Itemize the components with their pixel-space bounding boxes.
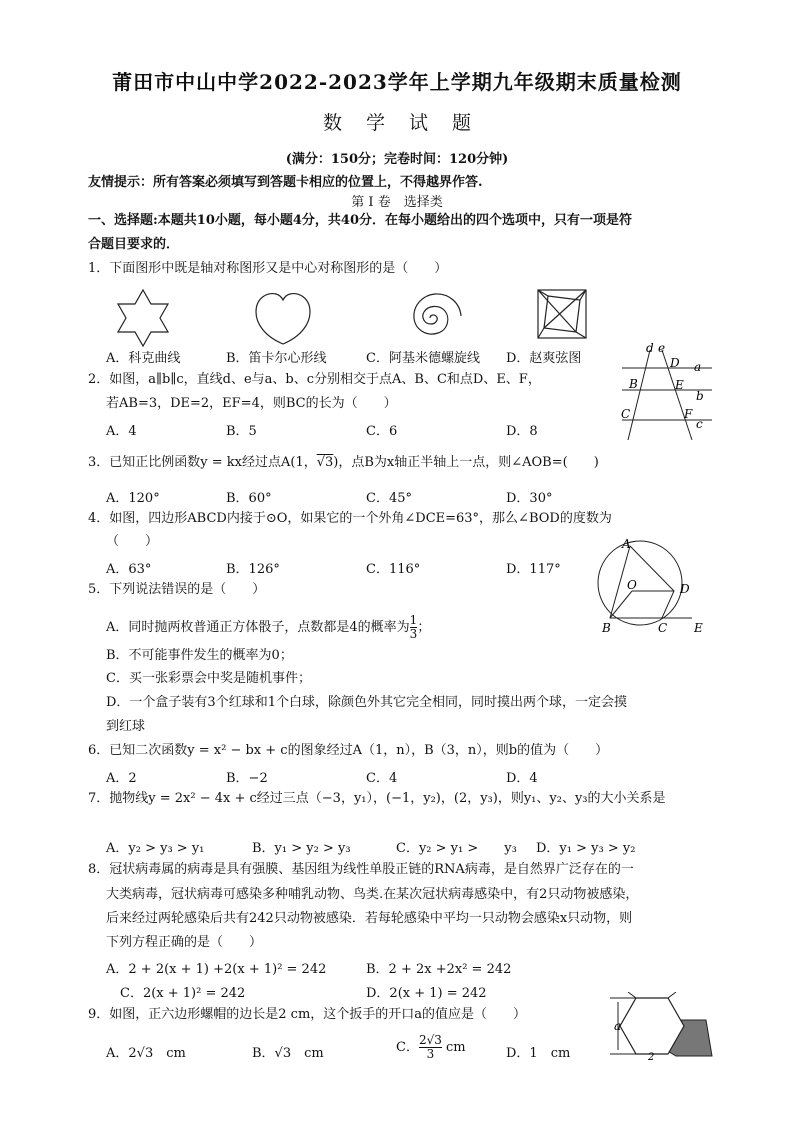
q8-option-a: A．2 + 2(x + 1) +2(x + 1)² = 242	[106, 962, 327, 977]
q2-label-d: d	[646, 341, 654, 355]
q6-option-a: A．2	[106, 771, 137, 786]
section-heading-line2: 合题目要求的．	[88, 237, 180, 252]
q9-label-a: a	[614, 1019, 622, 1033]
q4-label-O: O	[627, 578, 637, 592]
q9-fraction-numerator: 2√3	[418, 1033, 442, 1047]
q6-option-d: D．4	[506, 771, 538, 786]
q2-option-c: C．6	[366, 424, 398, 439]
q7-option-b: B．y₁ > y₂ > y₃	[252, 841, 351, 856]
q1-option-c: C．阿基米德螺旋线	[366, 351, 480, 366]
q2-label-F: F	[684, 407, 693, 421]
q9-fraction-denominator: 3	[426, 1047, 435, 1061]
q2-label-b: b	[696, 389, 704, 403]
q6-stem: 6．已知二次函数y = x² − bx + c的图象经过A（1，n），B（3，n），则b的值为（ ）	[88, 743, 609, 758]
q9-stem: 9．如图，正六边形螺帽的边长是2 cm，这个扳手的开口a的值应是（ ）	[88, 1007, 527, 1022]
q5-option-a	[106, 614, 430, 641]
q9-wrench-nut-figure	[606, 992, 718, 1066]
q4-stem-line2: （ ）	[106, 534, 159, 549]
q9-option-c-unit: cm	[441, 1040, 466, 1055]
q1-option-a: A．科克曲线	[106, 351, 181, 366]
subject-title: 数学试题	[322, 112, 495, 134]
q5-option-c: C．买一张彩票会中奖是随机事件；	[106, 671, 311, 686]
q8-option-c: C．2(x + 1)² = 242	[120, 986, 246, 1001]
q2-parallel-lines-figure	[612, 340, 722, 444]
q4-option-c: C．116°	[366, 562, 421, 577]
q2-option-d: D．8	[506, 424, 538, 439]
q1-option-b: B．笛卡尔心形线	[226, 351, 327, 366]
q8-option-d: D．2(x + 1) = 242	[366, 986, 487, 1001]
q2-label-a: a	[694, 360, 702, 374]
q9-fraction	[419, 1034, 442, 1061]
q5-option-d-line1: D．一个盒子装有3个红球和1个白球，除颜色外其它完全相同，同时摸出两个球，一定会摸	[106, 695, 627, 710]
q1-stem: 1．下面图形中既是轴对称图形又是中心对称图形的是（ ）	[88, 261, 448, 276]
cardioid-shape	[256, 294, 310, 344]
q3-stem	[88, 455, 599, 471]
q5-option-a-text: A．同时抛两枚普通正方体骰子，点数都是4的概率为	[106, 620, 410, 635]
q2-label-e: e	[658, 341, 666, 355]
archimedean-spiral-shape	[414, 294, 461, 334]
q9-option-a: A．2√3 cm	[106, 1046, 186, 1061]
q7-stem: 7．抛物线y = 2x² − 4x + c经过三点（−3，y₁），(−1，y₂)，(2，y₃)，则y₁、y₂、y₃的大小关系是	[88, 791, 666, 806]
q5-fraction-numerator: 1	[409, 613, 418, 627]
section-heading-line1: 一、选择题:本题共10小题，每小题4分，共40分．在每小题给出的四个选项中，只有一项是符	[88, 213, 633, 228]
q4-label-A: A	[622, 537, 631, 551]
friendly-tip: 友情提示：所有答案必须填写到答题卡相应的位置上，不得越界作答.	[88, 175, 483, 190]
q2-stem-line2: 若AB=3，DE=2，EF=4，则BC的长为（ ）	[106, 396, 397, 411]
q2-label-c: c	[696, 417, 703, 431]
q3-option-c: C．45°	[366, 491, 412, 506]
q9-option-c-prefix: C．	[396, 1040, 419, 1055]
q9-label-2: 2	[648, 1052, 655, 1063]
q4-label-C: C	[658, 621, 668, 635]
koch-star-shape	[118, 290, 168, 346]
q3-option-a: A．120°	[106, 491, 160, 506]
q3-sqrt3: √3	[316, 455, 334, 470]
q5-fraction-denominator: 3	[409, 627, 418, 641]
q9-option-b: B．√3 cm	[252, 1046, 324, 1061]
volume-label: 第 I 卷 选择类	[351, 195, 443, 210]
q5-option-a-end: ；	[417, 620, 431, 635]
q1-figures	[110, 288, 600, 348]
q2-option-b: B．5	[226, 424, 257, 439]
q6-option-b: B．−2	[226, 771, 268, 786]
q9-option-d: D．1 cm	[506, 1046, 571, 1061]
q3-option-d: D．30°	[506, 491, 553, 506]
q2-label-D: D	[670, 356, 680, 370]
q4-label-B: B	[602, 621, 611, 635]
q7-option-c: C．y₂ > y₁ > y₃	[396, 841, 517, 856]
q4-option-a: A．63°	[106, 562, 152, 577]
q4-label-D: D	[680, 582, 690, 596]
exam-title: 莆田市中山中学2022-2023学年上学期九年级期末质量检测	[112, 70, 682, 94]
q8-stem-line4: 下列方程正确的是（ ）	[106, 935, 263, 950]
q5-option-b: B．不可能事件发生的概率为0；	[106, 648, 293, 663]
q4-label-E: E	[694, 621, 703, 635]
exam-info: (满分：150分；完卷时间：120分钟)	[285, 152, 509, 167]
q2-stem-line1: 2．如图，a∥b∥c，直线d、e与a、b、c分别相交于点A、B、C和点D、E、F，	[88, 372, 541, 387]
zhao-shuang-chord-diagram	[538, 290, 586, 338]
q2-label-E: E	[675, 378, 684, 392]
q7-option-a: A．y₂ > y₃ > y₁	[106, 841, 205, 856]
q2-label-C: C	[621, 407, 631, 421]
q4-circle-figure	[592, 536, 712, 640]
q8-option-b: B．2 + 2x +2x² = 242	[366, 962, 512, 977]
q8-stem-line3: 后来经过两轮感染后共有242只动物被感染．若每轮感染中平均一只动物会感染x只动物，则	[106, 911, 633, 926]
q8-stem-line2: 大类病毒，冠状病毒可感染多种哺乳动物、鸟类.在某次冠状病毒感染中，有2只动物被感染，	[106, 887, 639, 902]
q2-option-a: A．4	[106, 424, 137, 439]
q7-option-d: D．y₁ > y₃ > y₂	[536, 841, 636, 856]
q5-option-d-line2: 到红球	[106, 719, 146, 734]
q8-stem-line1: 8．冠状病毒属的病毒是具有强膜、基因组为线性单股正链的RNA病毒，是自然界广泛存在的一	[88, 862, 634, 877]
q6-option-c: C．4	[366, 771, 398, 786]
q4-option-b: B．126°	[226, 562, 280, 577]
q4-option-d: D．117°	[506, 562, 561, 577]
q4-stem-line1: 4．如图，四边形ABCD内接于⊙O，如果它的一个外角∠DCE=63°，那么∠BOD的度数为	[88, 511, 612, 526]
q1-option-d: D．赵爽弦图	[506, 351, 582, 366]
q3-stem-part2: )，点B为x轴正半轴上一点，则∠AOB=( )	[333, 455, 599, 470]
q3-option-b: B．60°	[226, 491, 272, 506]
q3-stem-part1: 3．已知正比例函数y = kx经过点A(1，	[88, 455, 317, 470]
q5-stem: 5．下列说法错误的是（ ）	[88, 582, 266, 597]
q2-label-B: B	[629, 377, 638, 391]
q9-option-c	[396, 1034, 466, 1061]
